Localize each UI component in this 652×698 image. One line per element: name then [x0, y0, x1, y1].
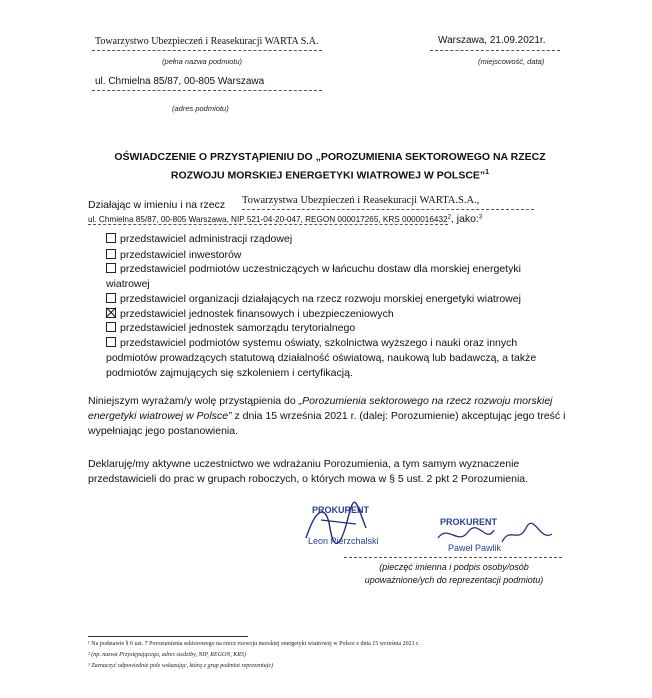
option-label: przedstawiciel organizacji działających na rzecz rozwoju morskiej energetyki wiatrowej	[120, 293, 521, 305]
signature-2-icon	[430, 520, 560, 550]
title-line-2: ROZWOJU MORSKIEJ ENERGETYKI WIATROWEJ W POLSCE”$^1$	[170, 169, 490, 182]
footnote-ref-2: 2	[447, 214, 451, 221]
title-line-1: OŚWIADCZENIE O PRZYSTĄPIENIU DO „POROZUMIENIA SEKTOROWEGO NA RZECZ	[114, 151, 546, 163]
acting-suffix: , jako:	[450, 213, 479, 225]
stamp-name-1: Leon Pierzchalski	[308, 536, 379, 546]
signature-caption: (pieczęć imienna i podpis osoby/osób upoważnione/ych do reprezentacji podmiotu)	[364, 562, 544, 585]
acting-details: ul. Chmielna 85/87, 00-805 Warszawa, NIP 521-04-20-047, REGON 000017265, KRS 0000016432	[88, 215, 448, 224]
place-date-line	[430, 50, 560, 51]
option-label: przedstawiciel jednostek finansowych i ubezpieczeniowych	[120, 308, 394, 320]
option-financial[interactable]	[106, 307, 576, 321]
agreement-name: „Porozumienia sektorowego na rzecz rozwoju morskiej energetyki wiatrowej w Polsce”	[88, 395, 553, 422]
paragraph1-c: z dnia 15 września 2021 r. (dalej: Porozumienie) akceptując jego treść i wypełniając jego postanowienia.	[88, 410, 566, 437]
signature-line	[344, 557, 562, 558]
option-label: przedstawiciel inwestorów	[120, 249, 242, 261]
option-education[interactable]	[106, 336, 562, 381]
checkbox-checked[interactable]	[106, 308, 116, 318]
stamp-title-1: PROKURENT	[312, 505, 370, 515]
acting-entity: Towarzystwa Ubezpieczeń i Reasekuracji WARTA.S.A.,	[242, 195, 480, 206]
checkbox[interactable]	[106, 233, 116, 243]
footnote-ref-3: 3	[478, 214, 483, 221]
footnote-ref-1: 1	[485, 169, 490, 176]
place-date-caption: (miejscowość, data)	[478, 57, 545, 66]
option-label: przedstawiciel jednostek samorządu terytorialnego	[120, 322, 356, 334]
place-date: Warszawa, 21.09.2021r.	[438, 35, 546, 46]
checkbox[interactable]	[106, 322, 116, 332]
paragraph1-a: Niniejszym wyrażam/y wolę przystąpienia do	[88, 395, 299, 407]
option-government[interactable]	[106, 232, 576, 246]
option-label: przedstawiciel administracji rządowej	[120, 233, 293, 245]
option-label: przedstawiciel podmiotów uczestniczących w łańcuchu dostaw dla morskiej energetyki wiatrowej	[106, 263, 521, 290]
option-organizations[interactable]	[106, 292, 576, 306]
entity-line	[242, 209, 534, 210]
stamp-title-2: PROKURENT	[440, 517, 498, 527]
option-supply-chain[interactable]	[106, 262, 546, 292]
company-address: ul. Chmielna 85/87, 00-805 Warszawa	[95, 76, 265, 87]
option-local-government[interactable]	[106, 321, 576, 335]
acting-details-row	[88, 213, 482, 225]
stamp-name-2: Paweł Pawlik	[448, 543, 502, 553]
footnote-separator	[88, 636, 248, 637]
option-label: przedstawiciel podmiotów systemu oświaty, szkolnictwa wyższego i nauki oraz innych podmiotów prowadzących statutową działalność oświatową, naukową lub badawczą, a także podmiotów zajmujących się szkoleniem i certyfikacją.	[106, 337, 537, 379]
checkbox[interactable]	[106, 263, 116, 273]
acting-prefix: Działając w imieniu i na rzecz	[88, 199, 226, 211]
footnote-3: ³ Zaznaczyć odpowiednie pole wskazując, którą z grup podmiot reprezentuje)	[88, 663, 273, 669]
checkbox[interactable]	[106, 337, 116, 347]
option-investors[interactable]	[106, 248, 576, 262]
company-name: Towarzystwo Ubezpieczeń i Reasekuracji WARTA S.A.	[95, 36, 319, 47]
footnote-2: ² (np. nazwa Przystępującego, adres siedziby, NIP, REGON, KRS)	[88, 652, 246, 658]
document-title	[110, 150, 550, 184]
company-line	[92, 50, 322, 51]
checkbox[interactable]	[106, 249, 116, 259]
signature-1-icon	[296, 498, 376, 550]
checkbox[interactable]	[106, 293, 116, 303]
address-line	[92, 90, 322, 91]
declaration-paragraph	[88, 394, 568, 439]
footnote-1: ¹ Na podstawie § 6 ust. 7 Porozumienia sektorowego na rzecz rozwoju morskiej energetyki wiatrowej w Polsce z dnia 15 września 2021 r.	[88, 641, 420, 647]
company-caption: (pełna nazwa podmiotu)	[162, 57, 243, 66]
participation-paragraph: Deklaruję/my aktywne uczestnictwo we wdrażaniu Porozumienia, a tym samym wyznaczenie przedstawicieli do prac w grupach roboczych, o których mowa w § 5 ust. 2 pkt 2 Porozumienia.	[88, 458, 529, 485]
address-caption: (adres podmiotu)	[172, 104, 229, 113]
